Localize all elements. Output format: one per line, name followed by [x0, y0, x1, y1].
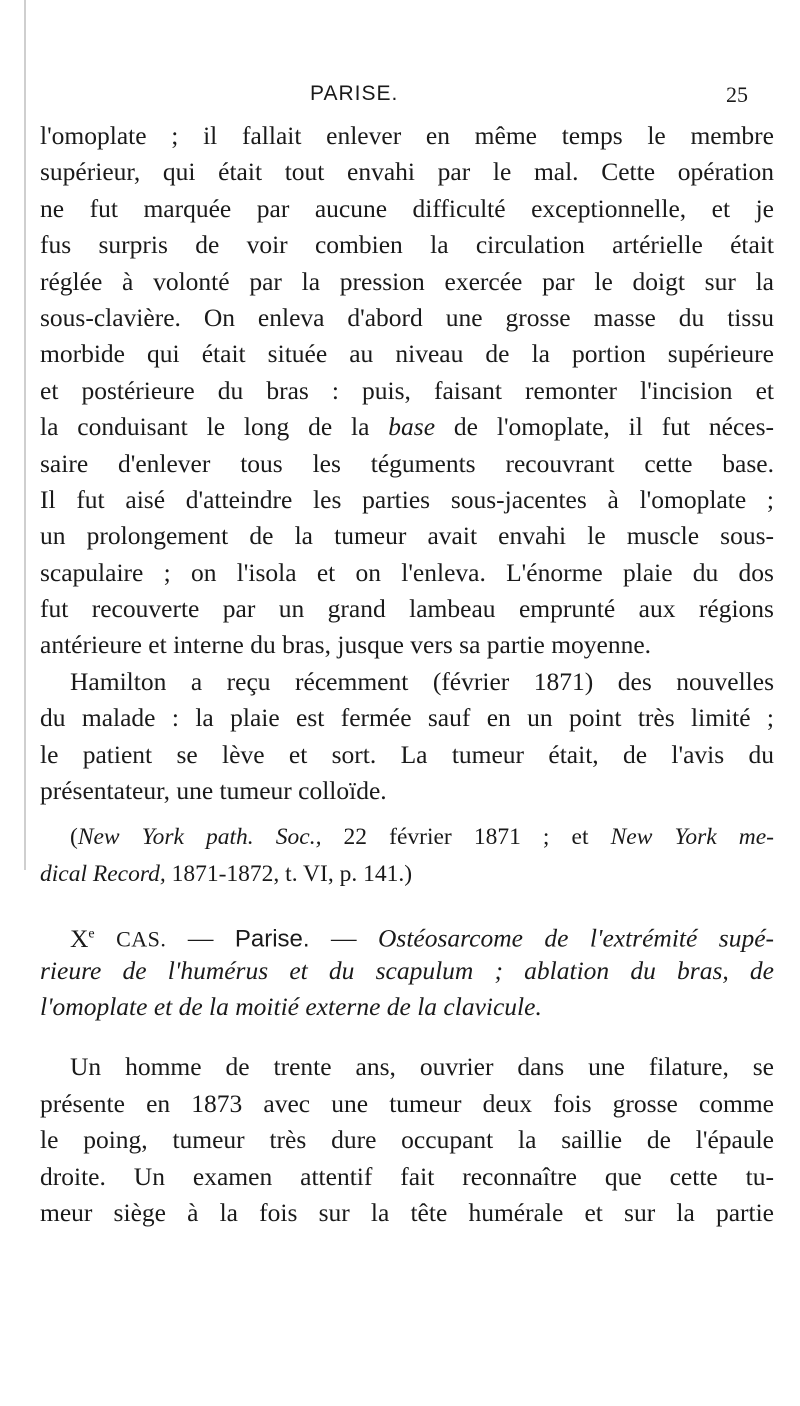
emphasis-base: base: [388, 412, 436, 442]
paragraph-case-description: [40, 1049, 774, 1231]
text-line: un prolongement de la tumeur avait envahi le muscle sous-: [40, 521, 774, 551]
case-number: Xe: [70, 923, 95, 953]
citation-journal: New York me-: [610, 824, 775, 851]
citation-journal: New York path. Soc.,: [77, 824, 322, 851]
citation-line: [40, 819, 774, 855]
citation-journal: dical Record,: [40, 860, 166, 887]
text-line: du malade : la plaie est fermée sauf en un point très limité ;: [40, 703, 774, 733]
text-line: présentateur, une tumeur colloïde.: [40, 776, 387, 806]
text-line: scapulaire ; on l'isola et on l'enleva. L'énorme plaie du dos: [40, 557, 774, 587]
citation-date: 22 février 1871 ; et: [343, 824, 589, 851]
text-line: Il fut aisé d'atteindre les parties sous-jacentes à l'omoplate ;: [40, 484, 774, 514]
citation-line: [40, 856, 774, 892]
dash: —: [187, 923, 214, 953]
case-heading-line: [40, 916, 774, 952]
text-line: l'omoplate ; il fallait enlever en même temps le membre: [40, 121, 774, 150]
case-title-line: l'omoplate et de la moitié externe de la clavicule.: [40, 991, 542, 1021]
text-line: [40, 409, 774, 445]
text-line: fut recouverte par un grand lambeau emprunté aux régions: [40, 594, 774, 624]
case-surgeon: Parise.: [234, 925, 310, 953]
citation-details: 1871-1872, t. VI, p. 141.): [171, 860, 413, 887]
text-line: Un homme de trente ans, ouvrier dans une filature, se: [70, 1052, 774, 1082]
dash: —: [331, 923, 357, 953]
text-segment: de l'omoplate, il fut néces-: [453, 412, 775, 442]
text-line: ne fut marquée par aucune difficulté exceptionnelle, et je: [40, 193, 774, 223]
case-title-line: rieure de l'humérus et du scapulum ; ablation du bras, de: [40, 955, 774, 985]
page-body: [40, 118, 774, 1231]
text-line: réglée à volonté par la pression exercée par le doigt sur la: [40, 266, 774, 296]
text-segment: la conduisant le long de la: [40, 412, 370, 442]
text-line: et postérieure du bras : puis, faisant remonter l'incision et: [40, 375, 774, 405]
page-number: 25: [726, 82, 748, 107]
text-line: droite. Un examen attentif fait reconnaître que cette tu-: [40, 1161, 774, 1191]
text-line: le patient se lève et sort. La tumeur était, de l'avis du: [40, 739, 774, 769]
paragraph-followup: [40, 664, 774, 810]
page-header: [0, 82, 800, 112]
text-line: le poing, tumeur très dure occupant la saillie de l'épaule: [40, 1125, 774, 1155]
citation-paren: (: [70, 824, 78, 851]
case-heading: [40, 916, 774, 1025]
citation: [40, 819, 774, 892]
text-line: morbide qui était située au niveau de la portion supérieure: [40, 339, 774, 369]
text-line: saire d'enlever tous les téguments recouvrant cette base.: [40, 448, 774, 478]
page-edge-shadow: [24, 0, 26, 870]
case-title: Ostéosarcome de l'extrémité supé-: [377, 923, 775, 953]
text-line: fus surpris de voir combien la circulation artérielle était: [40, 230, 774, 260]
paragraph-operation: [40, 118, 774, 664]
text-line: meur siège à la fois sur la tête humérale et sur la partie: [40, 1197, 774, 1227]
text-line: Hamilton a reçu récemment (février 1871) des nouvelles: [70, 666, 774, 696]
text-line: antérieure et interne du bras, jusque vers sa partie moyenne.: [40, 630, 652, 660]
running-head: PARISE.: [310, 82, 399, 105]
text-line: présente en 1873 avec une tumeur deux fois grosse comme: [40, 1088, 774, 1118]
text-line: sous-clavière. On enleva d'abord une grosse masse du tissu: [40, 302, 774, 332]
case-label: CAS.: [116, 926, 167, 952]
text-line: supérieur, qui était tout envahi par le mal. Cette opération: [40, 157, 774, 187]
